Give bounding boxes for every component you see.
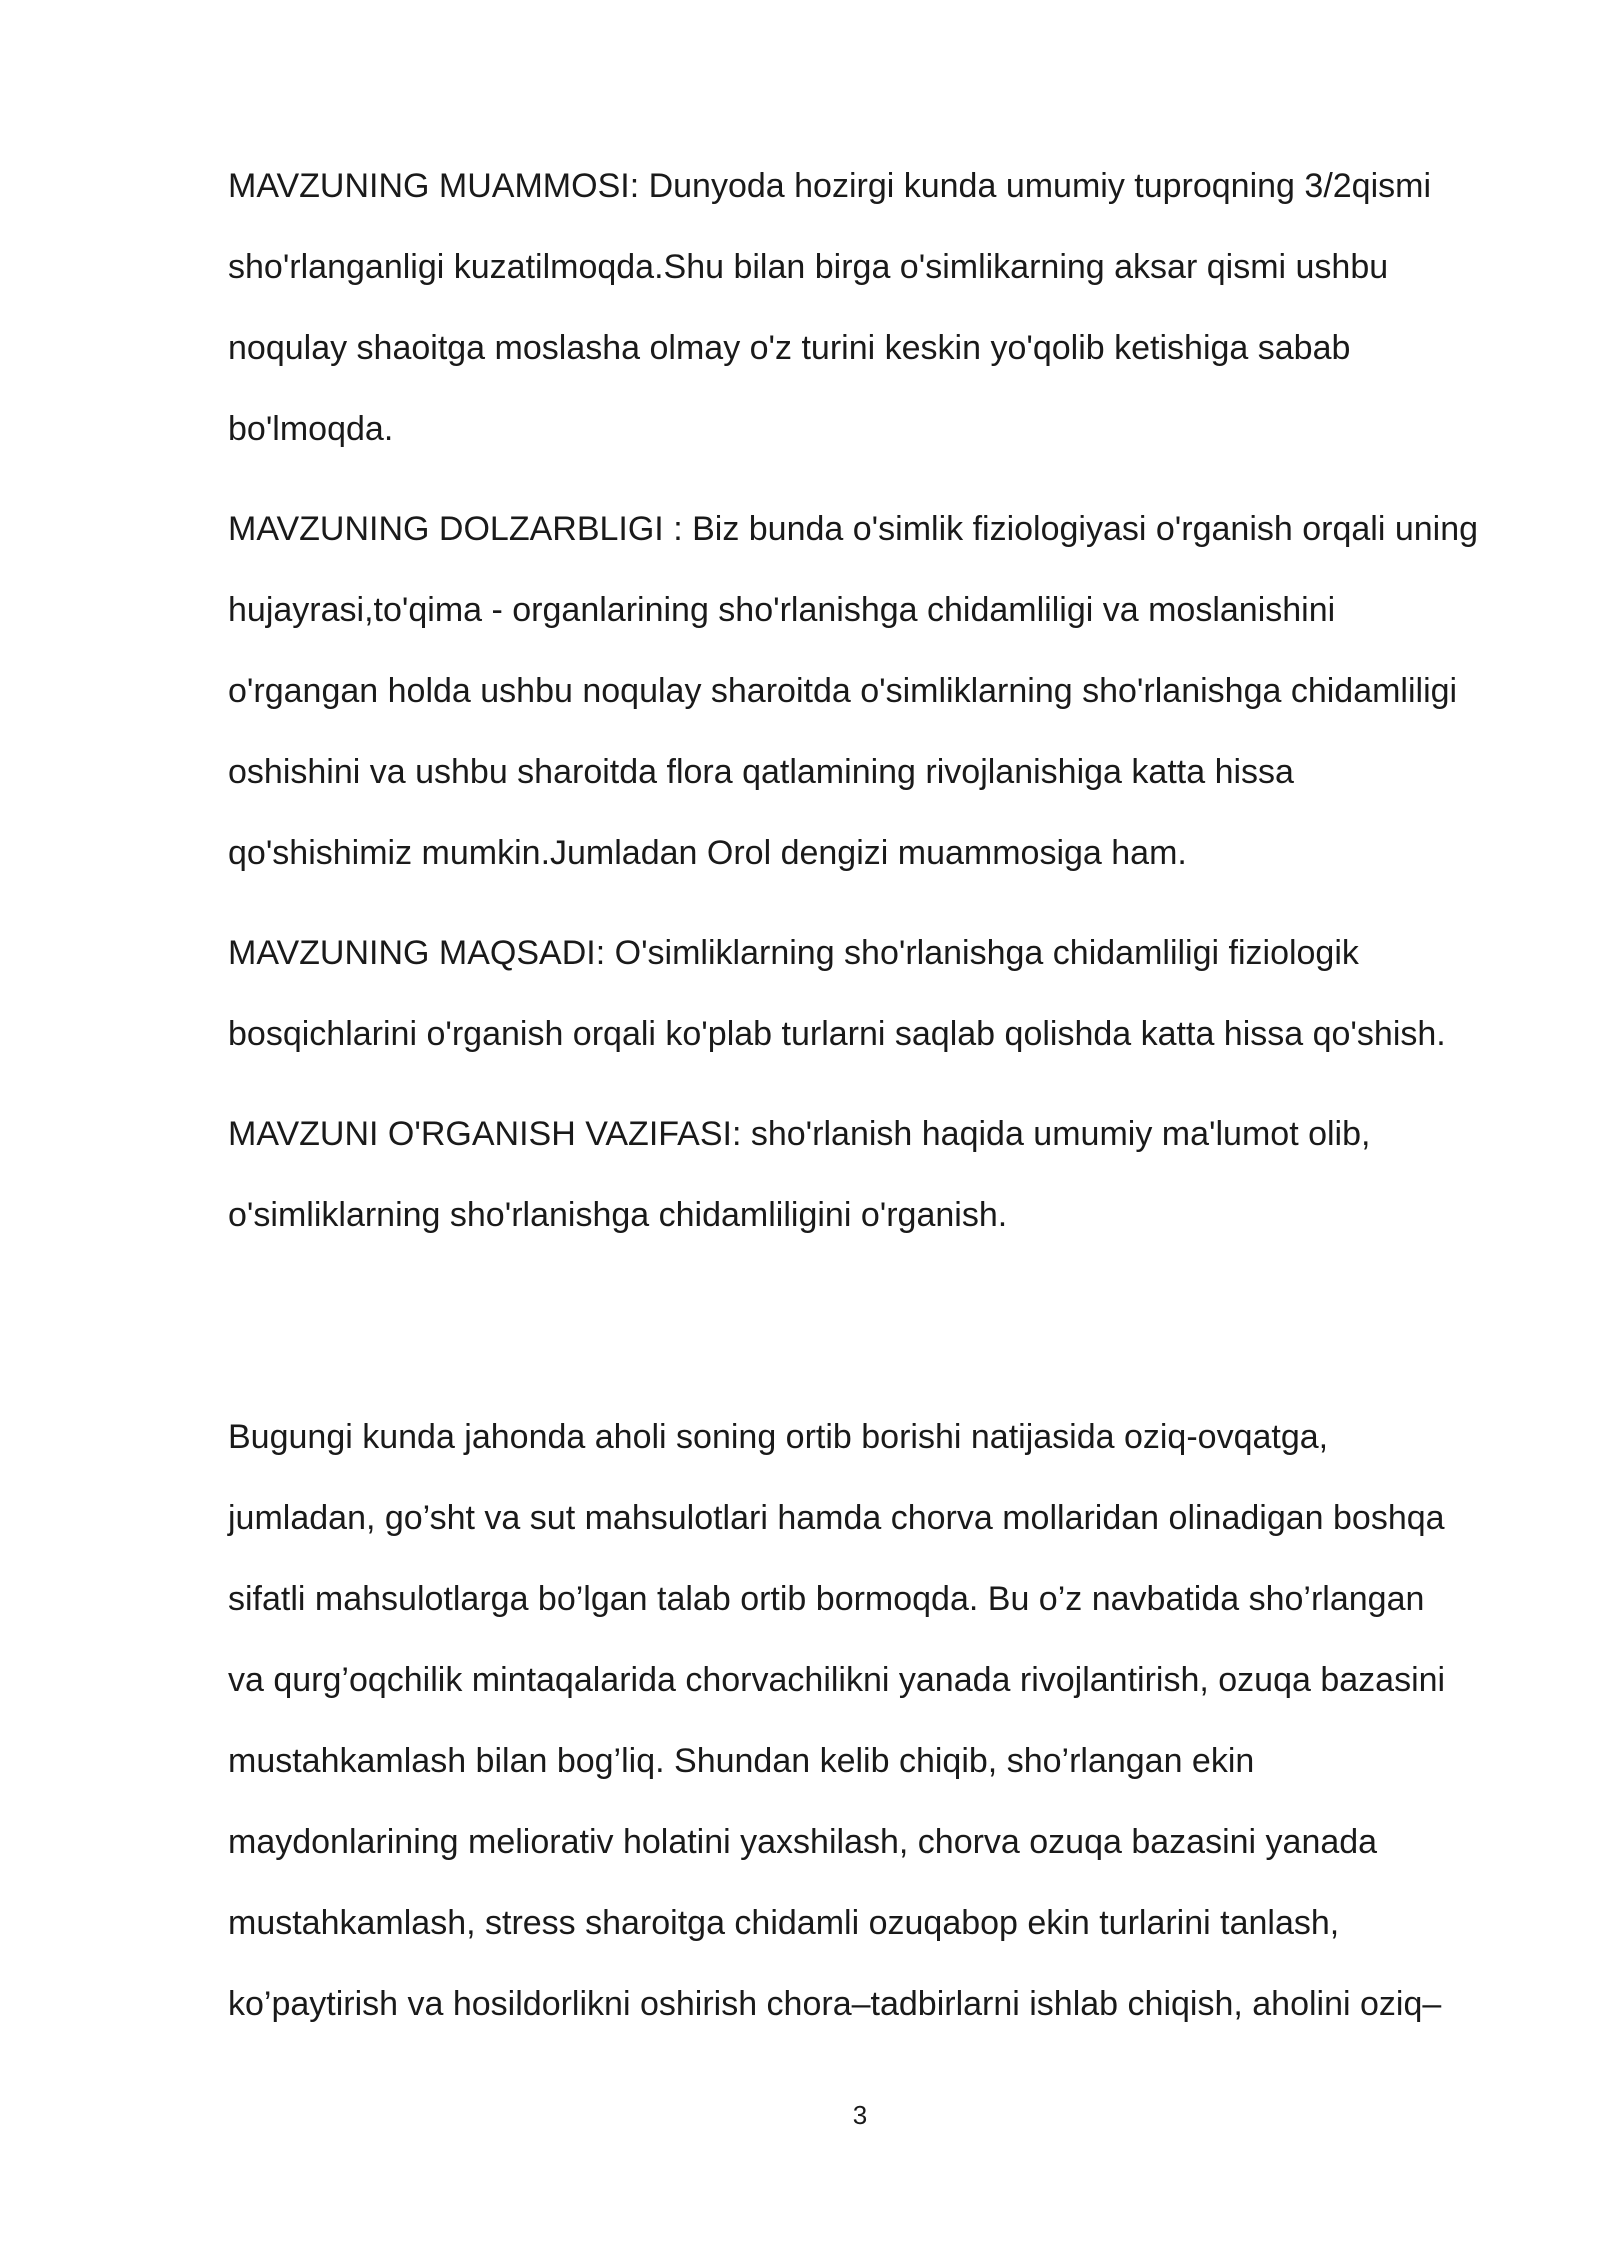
- text-line: MAVZUNING DOLZARBLIGI : Biz bunda o'simlik fiziologiyasi o'rganish orqali uning: [228, 510, 1479, 548]
- blank-space: [228, 1275, 1508, 1397]
- text-line: o'rgangan holda ushbu noqulay sharoitda o'simliklarning sho'rlanishga chidamliligi: [228, 672, 1458, 710]
- text-line: mustahkamlash bilan bog’liq. Shundan kelib chiqib, sho’rlangan ekin: [228, 1742, 1255, 1780]
- text-line: Bugungi kunda jahonda aholi soning ortib borishi natijasida oziq-ovqatga,: [228, 1418, 1329, 1456]
- text-line: maydonlarining meliorativ holatini yaxshilash, chorva ozuqa bazasini yanada: [228, 1823, 1378, 1861]
- text-line: va qurg’oqchilik mintaqalarida chorvachilikni yanada rivojlantirish, ozuqa bazasini: [228, 1661, 1446, 1699]
- paragraph-muammosi: [228, 146, 1508, 470]
- paragraph-bugungi: [228, 1397, 1508, 2045]
- text-line: sifatli mahsulotlarga bo’lgan talab ortib bormoqda. Bu o’z navbatida sho’rlangan: [228, 1580, 1425, 1618]
- text-line: jumladan, go’sht va sut mahsulotlari hamda chorva mollaridan olinadigan boshqa: [228, 1499, 1445, 1537]
- text-line: MAVZUNING MUAMMOSI: Dunyoda hozirgi kunda umumiy tuproqning 3/2qismi: [228, 167, 1432, 205]
- document-body: [228, 146, 1508, 2064]
- paragraph-vazifasi: [228, 1094, 1508, 1256]
- text-line: sho'rlanganligi kuzatilmoqda.Shu bilan birga o'simlikarning aksar qismi ushbu: [228, 248, 1389, 286]
- text-line: bo'lmoqda.: [228, 410, 394, 448]
- text-line: qo'shishimiz mumkin.Jumladan Orol dengizi muammosiga ham.: [228, 834, 1187, 872]
- page-number: 3: [852, 2100, 868, 2130]
- paragraph-dolzarbligi: [228, 489, 1508, 894]
- text-line: o'simliklarning sho'rlanishga chidamliligini o'rganish.: [228, 1196, 1008, 1234]
- text-line: hujayrasi,to'qima - organlarining sho'rlanishga chidamliligi va moslanishini: [228, 591, 1336, 629]
- paragraph-maqsadi: [228, 913, 1508, 1075]
- text-line: MAVZUNI O'RGANISH VAZIFASI: sho'rlanish haqida umumiy ma'lumot olib,: [228, 1115, 1371, 1153]
- text-line: bosqichlarini o'rganish orqali ko'plab turlarni saqlab qolishda katta hissa qo'shish.: [228, 1015, 1446, 1053]
- text-line: MAVZUNING MAQSADI: O'simliklarning sho'rlanishga chidamliligi fiziologik: [228, 934, 1359, 972]
- text-line: noqulay shaoitga moslasha olmay o'z turini keskin yo'qolib ketishiga sabab: [228, 329, 1351, 367]
- text-line: ko’paytirish va hosildorlikni oshirish chora–tadbirlarni ishlab chiqish, aholini oziq–: [228, 1985, 1442, 2023]
- text-line: oshishini va ushbu sharoitda flora qatlamining rivojlanishiga katta hissa: [228, 753, 1294, 791]
- text-line: mustahkamlash, stress sharoitga chidamli ozuqabop ekin turlarini tanlash,: [228, 1904, 1340, 1942]
